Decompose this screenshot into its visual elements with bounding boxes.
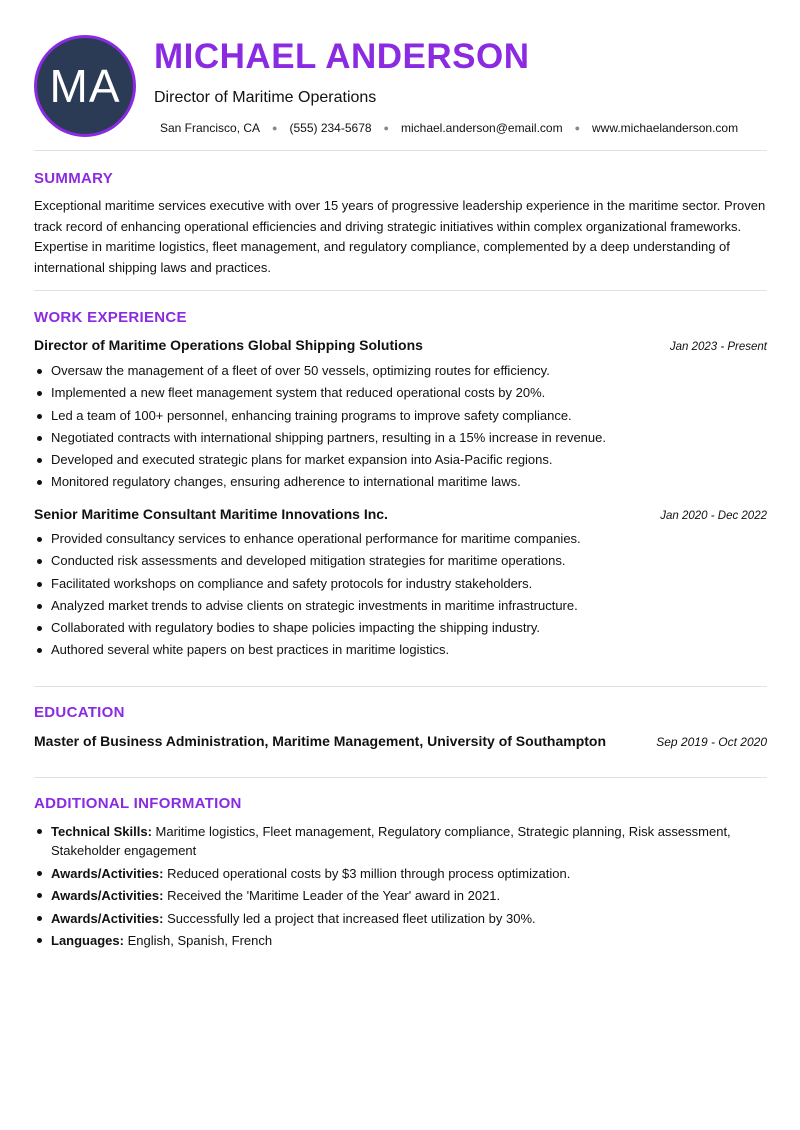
list-item [34,931,767,950]
list-item [34,886,767,905]
section-heading-education: EDUCATION [34,704,125,721]
list-item [34,909,767,928]
contact-phone: (555) 234-5678 [289,121,372,135]
job-header [34,506,767,522]
item-label: Languages: [51,933,124,948]
item-label: Awards/Activities: [51,865,164,881]
list-item: Facilitated workshops on compliance and safety protocols for industry stakeholders. [34,573,767,595]
summary-text: Exceptional maritime services executive with over 15 years of progressive leadership experience in the maritime sector. Proven track record of enhancing operational efficiencies and driving strategic initiatives within complex organizational frameworks. Expertise in maritime logistics, fleet management, and regulatory compliance, complemented by a deep understanding of international shipping laws and practices. [34,198,766,275]
list-item: Developed and executed strategic plans for market expansion into Asia-Pacific regions. [34,449,767,471]
item-text: Maritime logistics, Fleet management, Regulatory compliance, Strategic planning, Risk assessment, Stakeholder engagement [51,824,731,858]
contact-website[interactable]: www.michaelanderson.com [592,121,739,135]
candidate-name: MICHAEL ANDERSON [154,37,530,76]
education-entry [34,733,767,749]
separator-dot-icon: ● [383,123,389,133]
job-bullets [34,528,767,662]
job-bullets [34,360,767,494]
job-title: Senior Maritime Consultant Maritime Innovations Inc. [34,506,388,522]
education-degree: Master of Business Administration, Maritime Management, University of Southampton [34,733,607,749]
list-item: Led a team of 100+ personnel, enhancing training programs to improve safety compliance. [34,405,767,427]
list-item [34,864,767,883]
candidate-title: Director of Maritime Operations [154,89,377,106]
job-header [34,337,767,353]
item-text: Reduced operational costs by $3 million through process optimization. [163,865,571,881]
list-item: Analyzed market trends to advise clients on strategic investments in maritime infrastructure. [34,595,767,617]
item-label: Awards/Activities: [51,910,164,926]
avatar-initials: MA [49,60,121,112]
item-text: English, Spanish, French [123,933,273,948]
section-heading-experience: WORK EXPERIENCE [34,309,187,326]
item-text: Received the 'Maritime Leader of the Year' award in 2021. [163,888,501,903]
job-dates: Jan 2020 - Dec 2022 [660,510,767,522]
contact-line [160,120,738,136]
job-title: Director of Maritime Operations Global Shipping Solutions [34,337,423,353]
list-item: Implemented a new fleet management system that reduced operational costs by 20%. [34,382,767,404]
list-item: Negotiated contracts with international shipping partners, resulting in a 15% increase in revenue. [34,427,767,449]
section-heading-summary: SUMMARY [34,170,114,187]
avatar [34,35,136,137]
list-item: Authored several white papers on best practices in maritime logistics. [34,639,767,661]
list-item: Oversaw the management of a fleet of over 50 vessels, optimizing routes for efficiency. [34,360,767,382]
list-item: Collaborated with regulatory bodies to shape policies impacting the shipping industry. [34,617,767,639]
section-heading-additional: ADDITIONAL INFORMATION [34,795,242,812]
separator-dot-icon: ● [574,123,581,133]
additional-info-list [34,822,767,954]
list-item [34,822,767,860]
item-label: Awards/Activities: [51,888,164,903]
item-text: Successfully led a project that increased fleet utilization by 30%. [163,910,536,926]
contact-location: San Francisco, CA [160,121,261,135]
divider [34,686,767,687]
list-item: Provided consultancy services to enhance operational performance for maritime companies. [34,528,767,550]
contact-email[interactable]: michael.anderson@email.com [400,121,563,135]
separator-dot-icon: ● [272,123,278,133]
divider [34,777,767,778]
list-item: Conducted risk assessments and developed mitigation strategies for maritime operations. [34,550,767,572]
item-label: Technical Skills: [51,824,152,839]
job-dates: Jan 2023 - Present [669,341,767,353]
divider [34,150,767,151]
list-item: Monitored regulatory changes, ensuring adherence to international maritime laws. [34,471,767,493]
divider [34,290,767,291]
education-dates: Sep 2019 - Oct 2020 [656,735,767,749]
